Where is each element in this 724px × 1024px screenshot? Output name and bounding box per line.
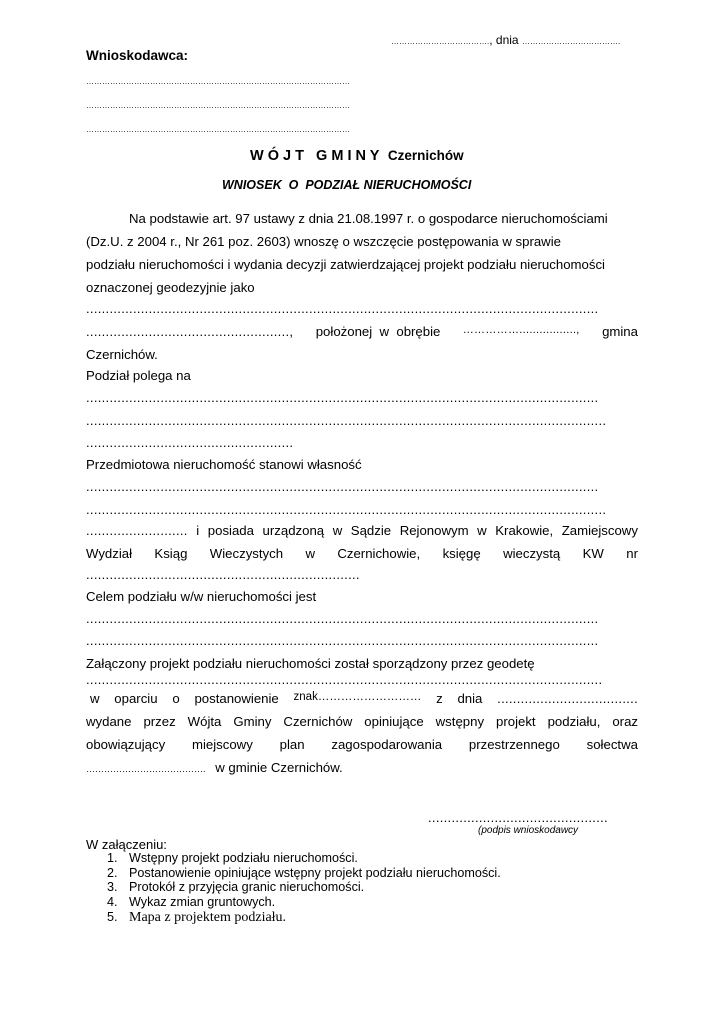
opinion-word: postanowienie — [194, 691, 279, 706]
attachment-item — [107, 880, 364, 894]
division-dots-3: ..................................................... — [86, 435, 294, 450]
addressee-spaced: W Ó J T G M I N Y — [250, 148, 380, 164]
opinion-word: o — [172, 691, 180, 706]
located-text: położonej w obrębie — [315, 324, 441, 339]
division-dots-2: ..................................................................................................................................... — [86, 413, 607, 428]
opinion-word: oparciu — [114, 691, 158, 706]
opinion-dots: .................................... — [497, 691, 638, 706]
approval-word: przez — [143, 714, 176, 729]
court-word: Zamiejscowy — [561, 523, 638, 538]
attachments-heading: W załączeniu: — [86, 837, 167, 852]
plan-word: miejscowy — [191, 737, 253, 752]
project-dots-1: .................................................................................................................................... — [86, 672, 603, 687]
date-label: , dnia — [489, 33, 519, 47]
project-label: Załączony projekt podziału nieruchomości został sporządzony przez geodetę — [86, 656, 535, 671]
approval-word: wydane — [86, 714, 132, 729]
registry-word: wieczystą — [503, 546, 561, 561]
division-label: Podział polega na — [86, 368, 191, 383]
opinion-word: z — [436, 691, 443, 706]
attachment-item — [107, 895, 275, 909]
ownership-dots-1: ................................................................................................................................... — [86, 479, 599, 494]
division-dots-1: ................................................................................................................................... — [86, 390, 599, 405]
property-location-line — [86, 324, 638, 339]
applicant-line-1: ……………………………………………………………………………………… — [86, 77, 350, 86]
intro-line-3: podziału nieruchomości i wydania decyzji zatwierdzającej projekt podziału nieruchomości — [86, 257, 605, 272]
court-word: w — [332, 523, 343, 538]
plan-word: plan — [279, 737, 305, 752]
court-word: w — [477, 523, 487, 538]
registry-word: księgę — [442, 546, 481, 561]
intro-line-2: (Dz.U. z 2004 r., Nr 261 poz. 2603) wnoszę o wszczęcie postępowania w sprawie — [86, 234, 561, 249]
kw-dots: ...................................................................... — [86, 567, 360, 582]
obreb-dots: ……………................., — [462, 324, 580, 336]
attachment-item — [107, 866, 501, 880]
property-dots-lead: ...................................................., — [86, 324, 294, 339]
registry-word: Czernichowie, — [337, 546, 421, 561]
registry-word: Wydział — [86, 546, 133, 561]
approval-word: opiniujące — [364, 714, 424, 729]
court-line — [86, 523, 638, 538]
registry-word: w — [305, 546, 315, 561]
applicant-line-3: ……………………………………………………………………………………… — [86, 125, 350, 134]
court-word: posiada — [207, 523, 254, 538]
attachment-number: 1. — [107, 851, 118, 865]
opinion-word: znak……………………… — [293, 691, 422, 703]
attachment-number: 4. — [107, 895, 118, 909]
document-title: WNIOSEK O PODZIAŁ NIERUCHOMOŚCI — [222, 178, 472, 192]
opinion-word: w — [90, 691, 100, 706]
ownership-dots-2: ..................................................................................................................................... — [86, 502, 607, 517]
attachment-item — [107, 851, 358, 865]
court-dots-lead: .......................... — [86, 523, 188, 538]
property-dots-1: ................................................................................................................................... — [86, 301, 599, 316]
attachment-number: 5. — [107, 910, 118, 924]
court-word: Rejonowym — [399, 523, 469, 538]
place-date-line — [391, 33, 620, 47]
gmina-value: Czernichów. — [86, 347, 158, 362]
approval-word: oraz — [612, 714, 638, 729]
opinion-line — [90, 691, 638, 706]
attachment-text: Wstępny projekt podziału nieruchomości. — [129, 851, 358, 865]
court-word: i — [196, 523, 200, 538]
court-word: Sądzie — [350, 523, 392, 538]
plan-word: sołectwa — [586, 737, 638, 752]
gmina-label: gmina — [602, 324, 638, 339]
village-line — [86, 760, 343, 775]
attachment-text: Wykaz zmian gruntowych. — [129, 895, 276, 909]
purpose-dots-2: ................................................................................................................................... — [86, 633, 599, 648]
date-dots: ………………………………. — [521, 37, 621, 46]
plan-word: zagospodarowania — [331, 737, 443, 752]
approval-word: Gminy — [233, 714, 272, 729]
registry-word: Wieczystych — [209, 546, 284, 561]
attachment-number: 3. — [107, 880, 118, 894]
approval-word: projekt — [496, 714, 536, 729]
attachment-text: Protokół z przyjęcia granic nieruchomości. — [129, 880, 365, 894]
registry-word: nr — [626, 546, 638, 561]
registry-word: Ksiąg — [154, 546, 188, 561]
attachment-text: Postanowienie opiniujące wstępny projekt podziału nieruchomości. — [129, 866, 501, 880]
approval-line — [86, 714, 638, 729]
attachment-text: Mapa z projektem podziału. — [129, 910, 287, 925]
court-word: urządzoną — [262, 523, 325, 538]
plan-word: przestrzennego — [468, 737, 560, 752]
approval-word: podziału, — [547, 714, 601, 729]
approval-word: Wójta — [187, 714, 222, 729]
addressee — [250, 147, 464, 165]
registry-line — [86, 546, 638, 561]
attachment-number: 2. — [107, 866, 118, 880]
registry-word: KW — [582, 546, 604, 561]
purpose-dots-1: ................................................................................................................................... — [86, 611, 599, 626]
intro-line-1: Na podstawie art. 97 ustawy z dnia 21.08.1997 r. o gospodarce nieruchomościami — [129, 211, 608, 226]
applicant-label: Wnioskodawca: — [86, 48, 189, 63]
place-dots: ………………………………. — [391, 37, 490, 46]
applicant-line-2: ……………………………………………………………………………………… — [86, 101, 350, 110]
village-dots: …………………………………. — [86, 764, 206, 774]
signature-caption: (podpis wnioskodawcy — [478, 825, 579, 836]
signature-dots: .............................................. — [428, 810, 608, 825]
opinion-word: dnia — [457, 691, 483, 706]
purpose-label: Celem podziału w/w nieruchomości jest — [86, 589, 317, 604]
plan-line — [86, 737, 638, 752]
intro-line-4: oznaczonej geodezyjnie jako — [86, 280, 255, 295]
village-suffix: w gminie Czernichów. — [215, 760, 343, 775]
approval-word: Czernichów — [283, 714, 353, 729]
plan-word: obowiązujący — [86, 737, 166, 752]
ownership-label: Przedmiotowa nieruchomość stanowi własność — [86, 457, 362, 472]
court-word: Krakowie, — [495, 523, 554, 538]
addressee-name: Czernichów — [387, 148, 464, 163]
approval-word: wstępny — [435, 714, 485, 729]
attachment-item — [107, 910, 286, 926]
